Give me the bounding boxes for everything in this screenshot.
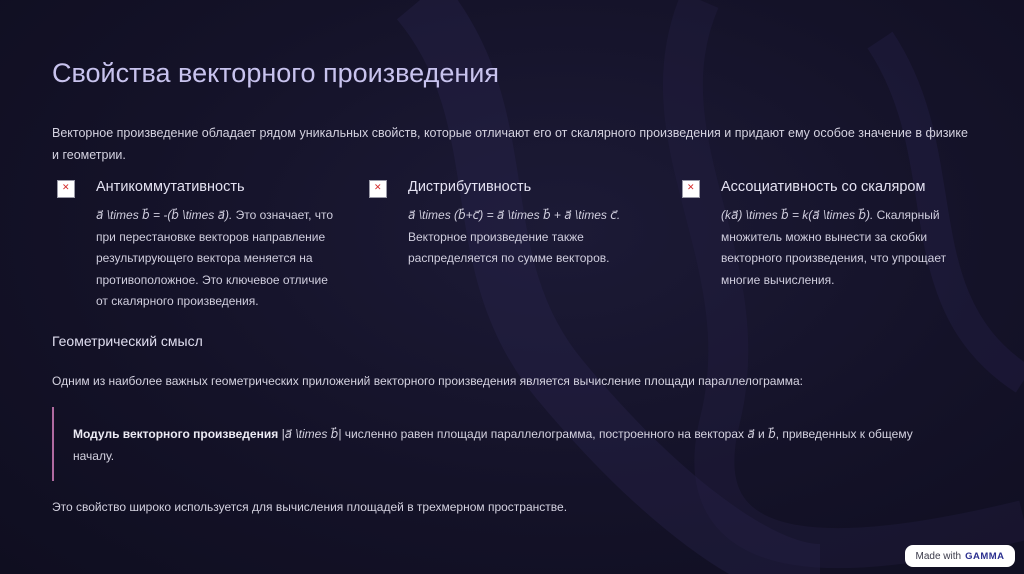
- property-heading: Ассоциативность со скаляром: [721, 179, 926, 195]
- property-formula: a⃗ \times (b⃗+c⃗) = a⃗ \times b⃗ + a⃗ \times c⃗.: [408, 208, 621, 222]
- section-heading: Геометрический смысл: [52, 333, 203, 349]
- property-heading: Дистрибутивность: [408, 179, 532, 195]
- page-title: Свойства векторного произведения: [52, 58, 499, 88]
- made-with-gamma-badge[interactable]: [905, 545, 1015, 567]
- blockquote: [52, 407, 952, 481]
- blockquote-text: [73, 424, 953, 467]
- property-formula: (ka⃗) \times b⃗ = k(a⃗ \times b⃗).: [721, 208, 874, 222]
- broken-image-icon: [57, 180, 75, 198]
- quote-text: численно равен площади параллелограмма, построенного на векторах: [341, 427, 748, 441]
- intro-paragraph: Векторное произведение обладает рядом уникальных свойств, которые отличают его от скалярного произведения и придают ему особое значение в физике и геометрии.: [52, 126, 968, 162]
- badge-prefix: Made with: [915, 550, 962, 562]
- geometry-paragraph: Одним из наиболее важных геометрических приложений векторного произведения является вычисление площади параллелограмма:: [52, 374, 803, 388]
- vector-a: a⃗: [747, 427, 755, 441]
- property-formula: a⃗ \times b⃗ = -(b⃗ \times a⃗).: [96, 208, 233, 222]
- quote-text: , приведенных к общему началу.: [73, 427, 913, 463]
- property-text: Векторное произведение также распределяется по сумме векторов.: [408, 229, 610, 265]
- property-body: [96, 205, 336, 313]
- quote-bold: Модуль векторного произведения: [73, 427, 279, 441]
- gamma-logo: GAMMA: [965, 550, 1005, 562]
- broken-image-icon: [369, 180, 387, 198]
- property-body: [721, 205, 961, 291]
- closing-paragraph: Это свойство широко используется для вычисления площадей в трехмерном пространстве.: [52, 500, 568, 514]
- quote-text: и: [754, 427, 769, 441]
- property-text: Скалярный множитель можно вынести за скобки векторного произведения, что упрощает многие вычисления.: [721, 208, 947, 287]
- broken-image-icon: [682, 180, 700, 198]
- property-text: Это означает, что при перестановке векторов направление результирующего вектора меняется на противоположное. Это ключевое отличие от скалярного произведения.: [96, 208, 334, 308]
- property-body: [408, 205, 648, 270]
- vector-b: b⃗: [768, 427, 776, 441]
- property-heading: Антикоммутативность: [96, 179, 245, 195]
- quote-formula: |a⃗ \times b⃗|: [278, 427, 342, 441]
